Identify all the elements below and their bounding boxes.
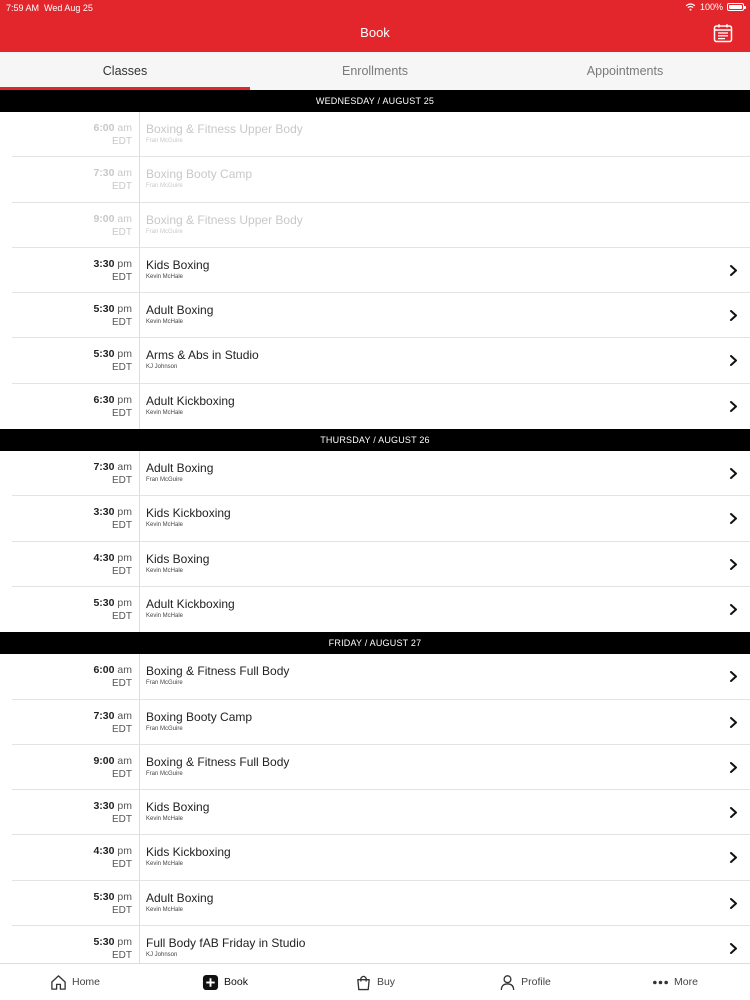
class-time [0,384,140,429]
chevron-right-icon[interactable] [729,355,738,366]
tab-appointments[interactable]: Appointments [586,64,664,78]
class-name: Adult Boxing [146,303,214,318]
class-time [0,881,140,926]
more-dots-icon [652,974,669,991]
chevron-right-icon[interactable] [729,671,738,682]
class-time [0,700,140,745]
class-schedule-list[interactable] [0,90,750,971]
class-start-time: 5:30 [93,596,115,609]
class-instructor: Fran McGuire [146,680,183,687]
class-row[interactable] [0,293,750,338]
class-info [140,881,750,926]
class-instructor: Fran McGuire [146,477,183,484]
class-instructor: Kevin McHale [146,906,184,913]
class-timezone: EDT [112,950,132,962]
class-info [140,248,750,293]
class-timezone: EDT [112,565,132,577]
class-timezone: EDT [112,520,132,532]
class-name: Boxing Booty Camp [146,709,253,724]
app-header [0,0,750,52]
status-date: Wed Aug 25 [44,3,93,13]
class-info [140,203,750,248]
class-instructor: Fran McGuire [146,228,183,235]
class-time [0,835,140,880]
class-name: Full Body fAB Friday in Studio [146,936,306,951]
class-instructor: KJ Johnson [146,364,178,371]
class-instructor: Kevin McHale [146,522,184,529]
nav-more-label: More [674,976,698,988]
nav-home-label: Home [71,976,100,988]
class-instructor: Kevin McHale [146,319,184,326]
class-start-time: 5:30 [93,303,115,316]
class-time [0,338,140,383]
class-ampm: am [117,461,132,474]
class-start-time: 4:30 [93,845,115,858]
class-start-time: 9:00 [93,212,115,225]
chevron-right-icon[interactable] [729,898,738,909]
class-timezone: EDT [112,723,132,735]
class-name: Adult Kickboxing [146,393,235,408]
chevron-right-icon[interactable] [729,717,738,728]
class-start-time: 5:30 [93,936,115,949]
class-start-time: 7:30 [93,709,115,722]
class-row[interactable] [0,384,750,429]
class-timezone: EDT [112,317,132,329]
class-start-time: 5:30 [93,348,115,361]
chevron-right-icon[interactable] [729,468,738,479]
class-row[interactable] [0,700,750,745]
class-info [140,384,750,429]
class-info [140,451,750,496]
class-info [140,496,750,541]
class-info [140,293,750,338]
class-time [0,157,140,202]
class-name: Boxing & Fitness Full Body [146,754,290,769]
nav-book[interactable] [150,964,300,1000]
class-timezone: EDT [112,859,132,871]
wifi-icon [685,3,696,11]
chevron-right-icon[interactable] [729,265,738,276]
chevron-right-icon[interactable] [729,310,738,321]
class-instructor: Kevin McHale [146,861,184,868]
class-name: Kids Boxing [146,800,210,815]
class-ampm: pm [117,506,132,519]
class-info [140,700,750,745]
class-row[interactable] [0,496,750,541]
calendar-icon[interactable] [713,23,733,43]
class-ampm: pm [117,845,132,858]
class-time [0,654,140,699]
chevron-right-icon[interactable] [729,401,738,412]
class-name: Boxing & Fitness Full Body [146,664,290,679]
nav-home[interactable] [0,964,150,1000]
class-row[interactable] [0,654,750,699]
class-ampm: pm [117,348,132,361]
tab-classes[interactable]: Classes [0,52,250,90]
page-title: Book [360,25,390,40]
nav-buy-label: Buy [376,976,396,988]
class-info [140,542,750,587]
class-row[interactable] [0,790,750,835]
status-time-date [6,3,93,13]
class-start-time: 3:30 [93,800,115,813]
nav-profile[interactable] [450,964,600,1000]
class-timezone: EDT [112,475,132,487]
class-name: Adult Boxing [146,890,214,905]
class-name: Arms & Abs in Studio [146,348,259,363]
class-ampm: pm [117,257,132,270]
class-name: Boxing Booty Camp [146,167,253,182]
class-info [140,654,750,699]
home-icon [50,974,67,991]
class-start-time: 9:00 [93,754,115,767]
nav-profile-label: Profile [521,976,551,988]
class-start-time: 3:30 [93,257,115,270]
class-start-time: 6:00 [93,122,115,134]
class-instructor: Kevin McHale [146,273,184,280]
chevron-right-icon[interactable] [729,513,738,524]
class-instructor: Kevin McHale [146,612,184,619]
class-start-time: 7:30 [93,167,115,180]
class-info [140,790,750,835]
class-start-time: 4:30 [93,551,115,564]
class-ampm: am [117,709,132,722]
class-info [140,112,750,157]
class-time [0,790,140,835]
class-timezone: EDT [112,814,132,826]
class-timezone: EDT [112,768,132,780]
class-ampm: am [117,167,132,180]
class-row[interactable] [0,338,750,383]
class-time [0,745,140,790]
class-ampm: am [117,122,132,134]
class-row [0,157,750,202]
class-start-time: 6:00 [93,664,115,677]
class-time [0,542,140,587]
chevron-right-icon[interactable] [729,807,738,818]
chevron-right-icon[interactable] [729,559,738,570]
class-name: Adult Kickboxing [146,596,235,611]
class-time [0,248,140,293]
class-instructor: Fran McGuire [146,770,183,777]
class-timezone: EDT [112,271,132,283]
class-instructor: Fran McGuire [146,725,183,732]
class-instructor: Kevin McHale [146,816,184,823]
class-time [0,451,140,496]
class-time [0,112,140,157]
tab-bar [0,52,750,90]
class-timezone: EDT [112,610,132,622]
class-row[interactable] [0,542,750,587]
chevron-right-icon[interactable] [729,852,738,863]
shopping-bag-icon [355,974,372,991]
class-ampm: pm [117,596,132,609]
class-info [140,338,750,383]
class-timezone: EDT [112,181,132,193]
class-start-time: 7:30 [93,461,115,474]
chevron-right-icon[interactable] [729,604,738,615]
class-ampm: am [117,664,132,677]
battery-icon [727,3,744,11]
class-name: Kids Kickboxing [146,845,231,860]
class-row[interactable] [0,835,750,880]
class-row [0,203,750,248]
day-header: WEDNESDAY / AUGUST 25 [0,90,750,112]
class-instructor: Kevin McHale [146,409,184,416]
class-name: Boxing & Fitness Upper Body [146,122,303,136]
day-header: THURSDAY / AUGUST 26 [0,429,750,451]
class-instructor: KJ Johnson [146,952,178,959]
class-ampm: am [117,212,132,225]
day-header: FRIDAY / AUGUST 27 [0,632,750,654]
class-timezone: EDT [112,362,132,374]
class-ampm: pm [117,551,132,564]
class-time [0,496,140,541]
tab-enrollments[interactable]: Enrollments [342,64,408,78]
class-info [140,745,750,790]
class-ampm: pm [117,393,132,406]
class-instructor: Fran McGuire [146,138,183,144]
class-start-time: 6:30 [93,393,115,406]
class-time [0,587,140,632]
class-info [140,835,750,880]
class-row[interactable] [0,745,750,790]
class-row[interactable] [0,587,750,632]
class-time [0,293,140,338]
class-row [0,112,750,157]
battery-percent: 100% [699,2,723,12]
bottom-nav [0,963,750,1000]
class-start-time: 3:30 [93,506,115,519]
class-instructor: Kevin McHale [146,567,184,574]
class-timezone: EDT [112,407,132,419]
status-bar [0,0,750,16]
class-name: Kids Kickboxing [146,506,231,521]
class-timezone: EDT [112,678,132,690]
class-info [140,157,750,202]
class-name: Kids Boxing [146,551,210,566]
class-timezone: EDT [112,904,132,916]
class-row[interactable] [0,248,750,293]
class-name: Boxing & Fitness Upper Body [146,212,303,227]
class-timezone: EDT [112,226,132,238]
book-plus-icon [202,974,219,991]
class-ampm: pm [117,936,132,949]
nav-book-label: Book [224,976,248,988]
class-ampm: pm [117,303,132,316]
class-start-time: 5:30 [93,890,115,903]
nav-buy[interactable] [300,964,450,1000]
profile-icon [499,974,516,991]
class-ampm: am [117,754,132,767]
class-timezone: EDT [112,136,132,147]
class-info [140,587,750,632]
chevron-right-icon[interactable] [729,762,738,773]
class-time [0,203,140,248]
class-name: Kids Boxing [146,257,210,272]
class-ampm: pm [117,890,132,903]
class-name: Adult Boxing [146,461,214,476]
status-time: 7:59 AM [6,3,40,13]
nav-more[interactable] [600,964,750,1000]
chevron-right-icon[interactable] [729,943,738,954]
class-row[interactable] [0,881,750,926]
class-instructor: Fran McGuire [146,183,183,190]
class-row[interactable] [0,451,750,496]
class-ampm: pm [117,800,132,813]
